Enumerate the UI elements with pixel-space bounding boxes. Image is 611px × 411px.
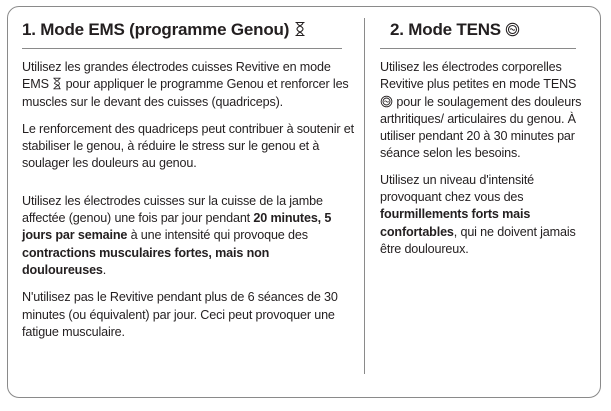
ems-heading-rule <box>22 48 342 49</box>
tens-p2-text-c: , qui ne doivent jamais être douloureux. <box>380 224 576 256</box>
tens-p2-text-a: Utilisez un niveau d'intensité provoquant chez vous des <box>380 172 535 205</box>
tens-mode-icon <box>505 22 520 37</box>
tens-p1-text-b: pour le soulagement des douleurs arthritiques/ articulaires du genou. À utiliser pendant 20 à 30 minutes par séance selon les besoins. <box>380 94 582 161</box>
ems-paragraph-2: Le renforcement des quadriceps peut contribuer à soutenir et stabiliser le genou, à réduire le stress sur le genou et à soulager les douleurs au genou. <box>22 121 354 171</box>
ems-p1-text-b: pour appliquer le programme Genou et renforcer les muscles sur le devant des cuisses (quadriceps). <box>22 77 349 109</box>
ems-p1-text-a: Utilisez les grandes électrodes cuisses Revitive en mode EMS <box>22 60 331 92</box>
ems-paragraph-1 <box>22 59 354 111</box>
ems-paragraph-3 <box>22 193 354 279</box>
ems-p3-bold-intensity: contractions musculaires fortes, mais non douloureuses <box>22 245 270 277</box>
ems-heading <box>22 20 354 40</box>
ems-section <box>22 20 354 341</box>
tens-section <box>380 20 585 258</box>
ems-p3-bold-duration: 20 minutes, 5 jours par semaine <box>22 211 332 243</box>
tens-heading-text: 2. Mode TENS <box>390 20 501 39</box>
tens-mode-icon-inline <box>380 95 393 108</box>
tens-p2-bold-intensity: fourmillements forts mais confortables <box>380 207 531 239</box>
ems-paragraph-4: N'utilisez pas le Revitive pendant plus de 6 séances de 30 minutes (ou équivalent) par jour. Ceci peut provoquer une fatigue musculaire. <box>22 290 338 339</box>
ems-p3-text-c: à une intensité qui provoque des <box>130 228 308 243</box>
ems-heading-text: 1. Mode EMS (programme Genou) <box>22 20 290 39</box>
ems-mode-icon <box>294 21 306 37</box>
tens-heading <box>380 20 585 40</box>
ems-p3-text-e: . <box>102 262 107 277</box>
tens-paragraph-1 <box>380 59 585 163</box>
tens-paragraph-2 <box>380 172 585 258</box>
ems-mode-icon-inline <box>52 77 62 90</box>
column-divider <box>364 18 365 374</box>
ems-p3-text-a: Utilisez les électrodes cuisses sur la cuisse de la jambe affectée (genou) une fois par jour pendant <box>22 193 323 226</box>
tens-heading-rule <box>380 48 576 49</box>
tens-p1-text-a: Utilisez les électrodes corporelles Revitive plus petites en mode TENS <box>380 60 577 92</box>
